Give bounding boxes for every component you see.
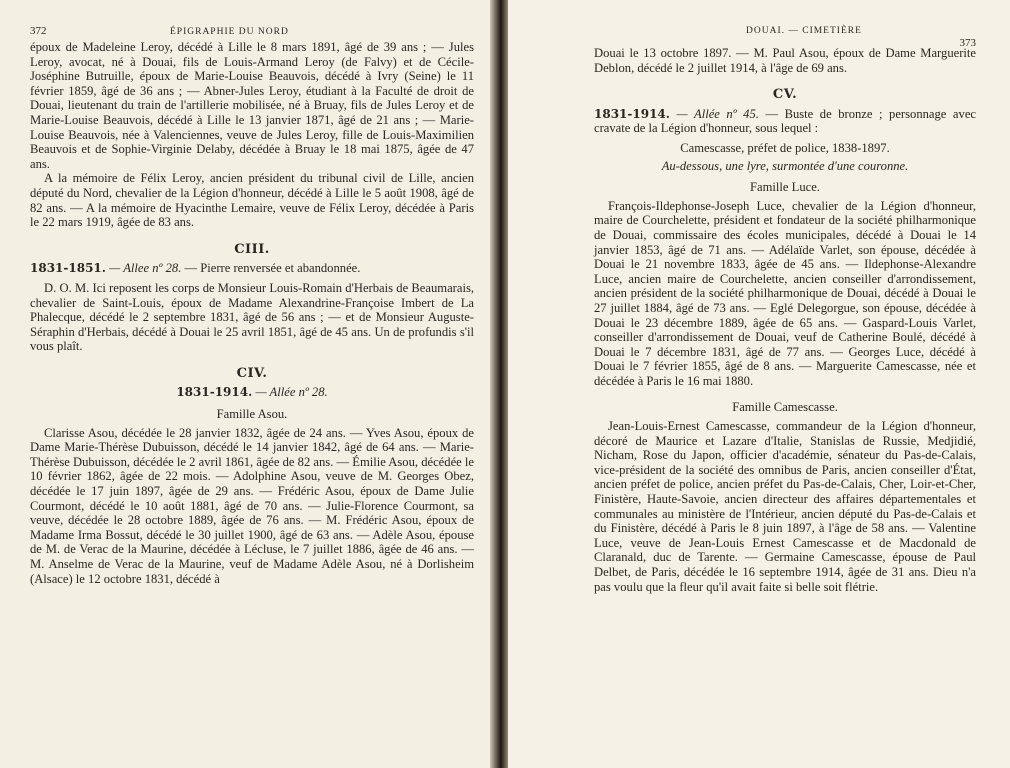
- bust-inscription: Camescasse, préfet de police, 1838-1897.: [680, 140, 890, 155]
- section-alley: — Allée nº 28.: [255, 385, 328, 400]
- camescasse-inscription: Jean-Louis-Ernest Camescasse, commandeur de la Légion d'honneur, décoré de Maurice et Lazare d'Italie, Stanislas de Russie, Medjidié, Nicham, Rose du Japon, officier d'académie, sénateur du Pas-de-Calais, vice-président de la société des omnibus de Paris, ancien conseiller d'État, ancien préfet de police, ancien préfet du Pas-de-Calais, Cher, Loir-et-Cher, Finistère, Haute-Savoie, ancien directeur des affaires départementales et communales au ministère de l'Intérieur, ancien député du Pas-de-Calais et du Finistère, décédé à Paris le 8 juin 1897, à l'âge de 58 ans. — Valentine Luce, veuve de Jean-Louis Ernest Camescasse et de Macdonald de Claranald, duc de Tarente. — Germaine Camescasse, épouse de Paul Delbet, de Paris, décédée le 16 septembre 1914, âgée de 31 ans. Dieu n'a pas voulu que la fleur qu'il avait faite si belle soit flétrie.: [594, 419, 976, 594]
- asou-inscription: Clarisse Asou, décédée le 28 janvier 1832, âgée de 24 ans. — Yves Asou, époux de Dame Marie-Thérèse Dubuisson, décédé le 14 janvier 1842, âgé de 64 ans. — Marie-Thérèse Dubuisson, décédée le 2 avril 1861, âgée de 82 ans. — Émilie Asou, décédée le 10 février 1862, âgée de 22 mois. — Adolphine Asou, veuve de M. Georges Obez, décédée le 17 juin 1897, âgée de 29 ans. — Frédéric Asou, époux de Dame Julie Courmont, décédé le 10 août 1881, âgé de 70 ans. — Julie-Florence Courmont, sa veuve, décédée le 28 octobre 1889, âgée de 76 ans. — M. Frédéric Asou, époux de Madame Irma Bossut, décédé le 30 juillet 1900, âgé de 63 ans. — Adèle Asou, épouse de M. de Verac de la Maurine, décédée à Lécluse, le 7 juillet 1886, âgée de 46 ans. — M. Anselme de Verac de la Maurine, veuf de Madame Adèle Asou, né à Dorlisheim (Alsace) le 12 octobre 1831, décédé à: [30, 425, 474, 586]
- bust-below-text: Au-dessous, une lyre, surmontée d'une couronne.: [661, 158, 909, 173]
- section-dates: 1831-1914.: [594, 106, 670, 121]
- right-page-header: [594, 26, 976, 49]
- continuation-paragraph: Douai le 13 octobre 1897. — M. Paul Asou, époux de Dame Marguerite Deblon, décédé le 2 juillet 1914, à l'âge de 69 ans.: [594, 46, 976, 75]
- bust-below-note: [594, 159, 976, 174]
- section-heading-cv: [594, 107, 976, 136]
- page-number: 373: [959, 37, 976, 49]
- section-dates: 1831-1914.: [176, 385, 253, 400]
- section-description: — Pierre renversée et abandonnée.: [184, 261, 361, 276]
- continuation-paragraph: époux de Madeleine Leroy, décédé à Lille le 8 mars 1891, âgé de 39 ans ; — Jules Leroy, avocat, né à Douai, fils de Louis-Armand Leroy (de Falvy) et de Cécile-Joséphine Butruille, époux de Marie-Louise Beauvois, décédé à Ivry (Seine) le 11 février 1859, âgé de 36 ans ; — Abner-Jules Leroy, étudiant à la Faculté de droit de Douai, lieutenant du train de l'artillerie mobilisée, né à Bruay, fils de Jules Leroy et de Marie-Louise Beauvois, décédé à Lille le 13 janvier 1871, âgé de 21 ans ; — Marie-Louise Beauvois, née à Valenciennes, veuve de Jules Leroy, fille de Louis-Maximilien Beauvois et de Sophie-Virginie Delaby, décédée à Bruay le 18 mai 1875, âgée de 47 ans.: [30, 40, 474, 171]
- section-heading-civ: [30, 385, 474, 400]
- section-alley: — Allée nº 45.: [676, 106, 759, 121]
- running-head: DOUAI. — CIMETIÈRE: [746, 26, 862, 36]
- running-head: ÉPIGRAPHIE DU NORD: [170, 27, 289, 37]
- leroy-memorial-paragraph: A la mémoire de Félix Leroy, ancien président du tribunal civil de Lille, ancien député du Nord, chevalier de la Légion d'honneur, décédé à Lille le 5 août 1908, âgé de 82 ans. — A la mémoire de Hyacinthe Lemaire, veuve de Félix Leroy, décédée à Paris le 22 mars 1919, âgée de 83 ans.: [30, 171, 474, 230]
- family-heading-camescasse: Famille Camescasse.: [732, 400, 838, 415]
- left-page: [0, 0, 496, 768]
- section-heading-ciii: [30, 261, 474, 276]
- family-heading-luce: Famille Luce.: [750, 180, 820, 195]
- section-number-ciii: CIII.: [234, 241, 270, 257]
- section-alley: — Allee nº 28.: [109, 261, 182, 276]
- luce-inscription: François-Ildephonse-Joseph Luce, chevalier de la Légion d'honneur, maire de Courchelette, président et fondateur de la société philharmonique de Douai, commissaire des écoles municipales, décédé à Douai le 14 janvier 1853, âgé de 71 ans. — Adélaïde Varlet, son épouse, décédée à Douai le 21 novembre 1833, âgée de 45 ans. — Ildephonse-Alexandre Luce, ancien maire de Courchelette, ancien conseiller d'arrondissement, ancien président de la société philharmonique de Douai, décédé à Douai le 27 juillet 1884, âgé de 73 ans. — Eglé Delegorgue, son épouse, décédée à Douai le 23 décembre 1889, âgée de 65 ans. — Gaspard-Louis Varlet, conseiller d'arrondissement de Douai, veuf de Catherine Boulé, décédé à Douai le 7 décembre 1831, âgé de 77 ans. — Georges Luce, décédé à Douai le 7 février 1855, âgé de 8 ans. — Marguerite Camescasse, née et décédée à Paris le 16 mai 1880.: [594, 198, 976, 388]
- section-description: — Buste de bronze ; personnage avec cravate de la Légion d'honneur, sous lequel :: [594, 106, 976, 136]
- left-page-header: [30, 24, 474, 40]
- right-page: [508, 0, 1010, 768]
- section-dates: 1831-1851.: [30, 261, 106, 276]
- herbais-inscription: D. O. M. Ici reposent les corps de Monsieur Louis-Romain d'Herbais de Beaumarais, chevalier de Saint-Louis, époux de Madame Alexandrine-Françoise Imbert de La Phalecque, décédé le 2 septembre 1831, âgé de 56 ans ; — et de Monsieur Auguste-Séraphin d'Herbais, décédé à Douai le 25 avril 1851, âgé de 45 ans. Un de profundis s'il vous plaît.: [30, 280, 474, 354]
- section-number-cv: CV.: [772, 87, 798, 103]
- family-heading-asou: Famille Asou.: [216, 407, 288, 422]
- page-number: 372: [30, 25, 47, 37]
- section-number-civ: CIV.: [236, 365, 268, 381]
